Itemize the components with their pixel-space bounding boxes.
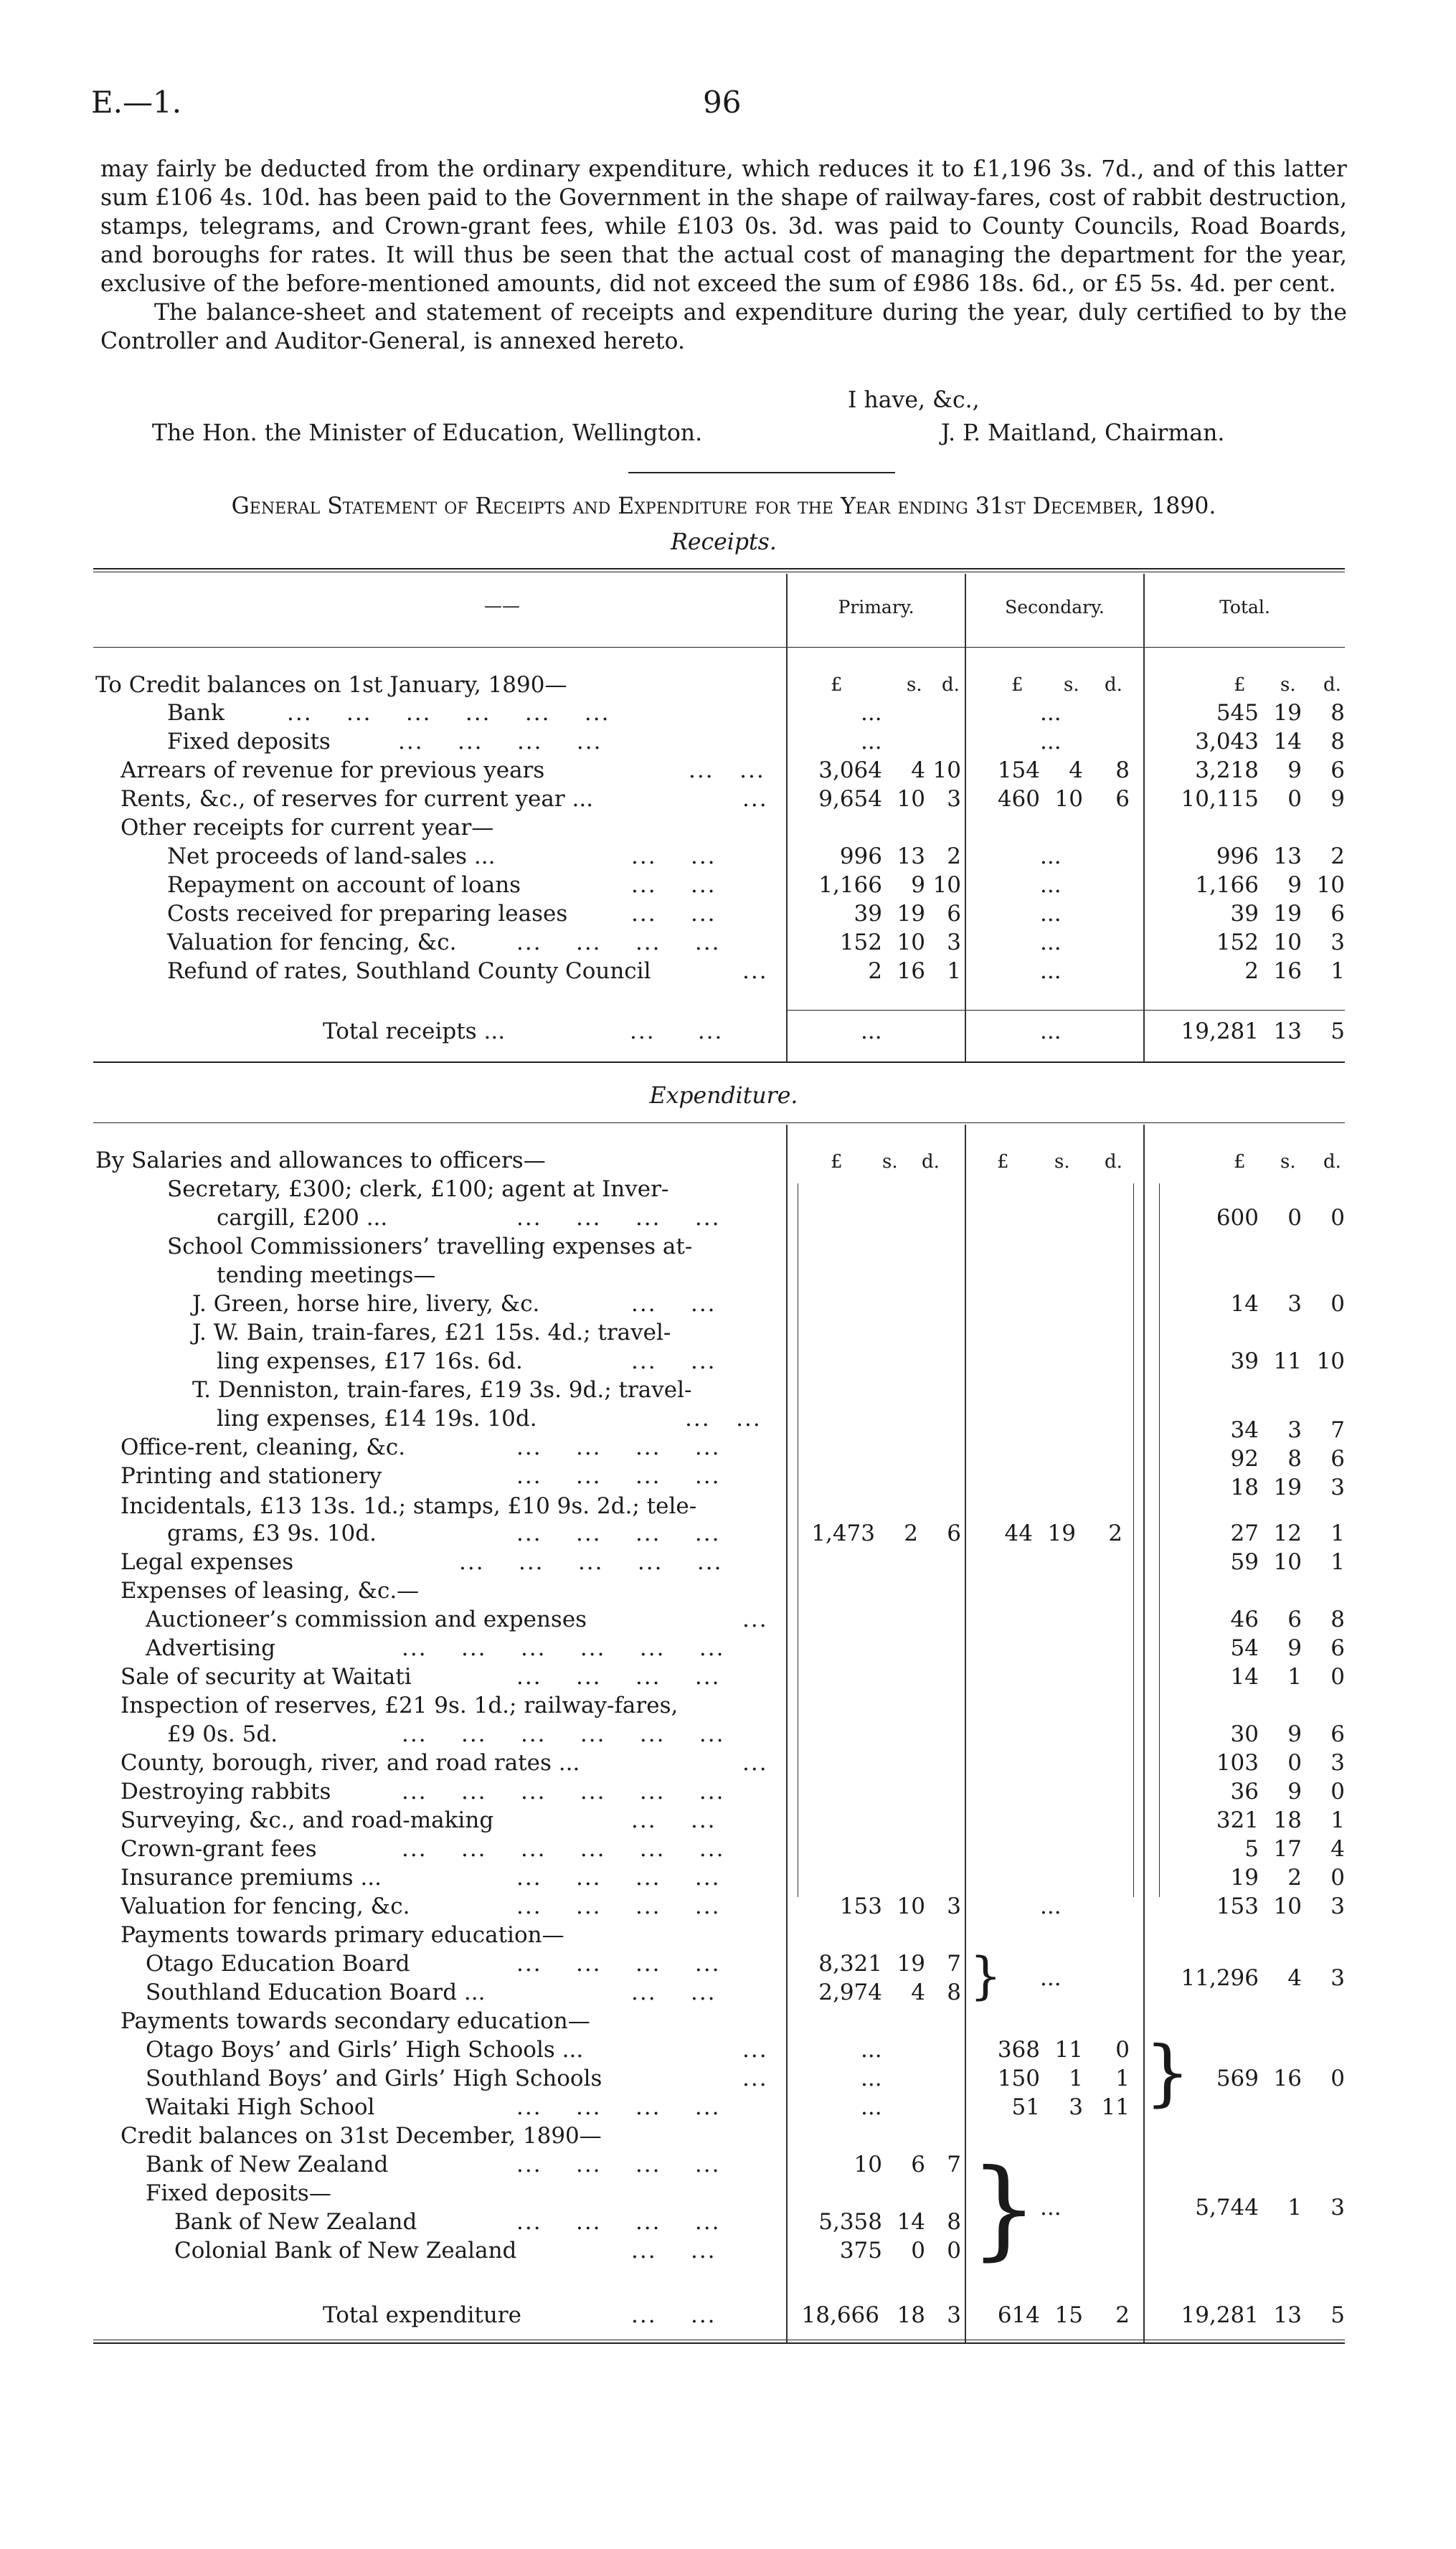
amount-primary: 3,064 4 10: [818, 757, 961, 783]
row-label: Insurance premiums ...: [120, 1865, 382, 1891]
total-expenditure-primary: 18,666 18 3: [801, 2302, 961, 2328]
row-label: Crown-grant fees: [120, 1836, 317, 1862]
row-label: Fixed deposits: [167, 729, 331, 755]
separator-rule: [628, 472, 895, 473]
leader-dots: ... ...: [685, 1406, 762, 1432]
leader-dots: ... ... ... ... ... ...: [402, 1779, 725, 1805]
amount-total: 14 1 0: [1230, 1664, 1345, 1690]
amount-primary: 8,321 19 7: [818, 1951, 961, 1977]
row-label: Arrears of revenue for previous years: [120, 757, 545, 783]
leader-dots: ...: [742, 1750, 768, 1776]
addressee: The Hon. the Minister of Education, Wellington.: [152, 420, 703, 446]
row-label: Colonial Bank of New Zealand: [174, 2238, 517, 2264]
row-label: ling expenses, £17 16s. 6d.: [217, 1348, 523, 1374]
empty-cell: ...: [1040, 901, 1062, 927]
leader-dots: ... ... ... ...: [516, 1951, 721, 1977]
amount-total: 3,218 9 6: [1195, 757, 1345, 783]
unit-pound: £: [831, 1151, 843, 1173]
amount-total: 5,744 1 3: [1195, 2195, 1345, 2221]
empty-cell: ...: [861, 2066, 882, 2091]
amount-primary: 153 10 3: [839, 1893, 961, 1919]
row-label: Otago Boys’ and Girls’ High Schools ...: [146, 2037, 584, 2063]
amount-total: 11,296 4 3: [1181, 1965, 1345, 1991]
sign-off: I have, &c.,: [848, 387, 980, 413]
brace: }: [1145, 2030, 1191, 2114]
row-label: T. Denniston, train-fares, £19 3s. 9d.; travel-: [192, 1377, 692, 1403]
row-label: By Salaries and allowances to officers—: [95, 1148, 546, 1173]
row-label: Other receipts for current year—: [120, 815, 494, 841]
unit-shillings: s.: [1054, 1151, 1070, 1173]
leader-dots: ...: [742, 1607, 768, 1632]
amount-primary: 5,358 14 8: [818, 2209, 961, 2235]
empty-cell: ...: [1040, 958, 1062, 984]
leader-dots: ... ... ... ...: [516, 1521, 721, 1546]
row-label: Secretary, £300; clerk, £100; agent at Inver-: [167, 1176, 669, 1202]
total-receipts-amount: 19,281 13 5: [1181, 1018, 1345, 1044]
row-label: Valuation for fencing, &c.: [167, 930, 457, 955]
leader-dots: ...: [742, 2037, 768, 2063]
unit-pound: £: [1234, 1151, 1246, 1173]
amount-total: 3,043 14 8: [1195, 729, 1345, 755]
leader-dots: ...: [742, 786, 768, 812]
row-label: Bank of New Zealand: [174, 2209, 417, 2235]
row-label: Southland Education Board ...: [146, 1980, 486, 2005]
receipts-header-rule: [93, 647, 1345, 648]
amount-total: 5 17 4: [1244, 1836, 1345, 1862]
leader-dots: ... ... ... ... ... ...: [402, 1635, 725, 1661]
unit-shillings: s.: [907, 674, 922, 696]
unit-pound: £: [1234, 674, 1246, 696]
unit-pence: d.: [1105, 1151, 1122, 1173]
unit-shillings: s.: [1280, 674, 1296, 696]
receipts-dash-header: ——: [484, 595, 520, 616]
leader-dots: ... ... ... ...: [516, 2209, 721, 2235]
total-expenditure-label: Total expenditure: [323, 2302, 521, 2328]
amount-total: 39 11 10: [1230, 1348, 1345, 1374]
row-label: To Credit balances on 1st January, 1890—: [95, 672, 567, 698]
column-total: Total.: [1219, 597, 1270, 618]
row-label: Advertising: [146, 1635, 275, 1661]
amount-total: 2 16 1: [1244, 958, 1345, 984]
amount-total: 569 16 0: [1216, 2066, 1345, 2091]
leader-dots: ... ...: [631, 1348, 717, 1374]
row-label: School Commissioners’ travelling expenses at-: [167, 1234, 693, 1259]
row-label: grams, £3 9s. 10d.: [167, 1521, 377, 1546]
amount-secondary: 51 3 11: [1011, 2094, 1130, 2120]
leader-dots: ... ... ... ... ... ...: [402, 1836, 725, 1862]
intro-paragraph-2: The balance-sheet and statement of receipts and expenditure during the year, duly certified to by the Controller and Auditor-General, is annexed hereto.: [100, 300, 1347, 354]
amount-secondary: 154 4 8: [997, 757, 1130, 783]
empty-cell: ...: [861, 2037, 882, 2063]
receipts-col-rule-1: [786, 574, 788, 1061]
row-label: ling expenses, £14 19s. 10d.: [217, 1406, 537, 1432]
row-label: Destroying rabbits: [120, 1779, 331, 1805]
row-label: Payments towards secondary education—: [120, 2008, 590, 2034]
amount-total: 10,115 0 9: [1181, 786, 1345, 812]
leader-dots: ... ... ... ...: [516, 1463, 721, 1489]
unit-pence: d.: [1323, 674, 1341, 696]
empty-cell: ...: [1040, 2195, 1062, 2221]
unit-shillings: s.: [882, 1151, 898, 1173]
amount-primary: 1,166 9 10: [818, 872, 961, 898]
unit-shillings: s.: [1280, 1151, 1296, 1173]
empty-cell: ...: [1040, 872, 1062, 898]
amount-primary: 10 6 7: [854, 2152, 961, 2177]
leader-dots: ... ... ... ... ... ...: [402, 1721, 725, 1747]
column-secondary: Secondary.: [1005, 597, 1105, 618]
amount-primary: 9,654 10 3: [818, 786, 961, 812]
empty-cell: ...: [1040, 700, 1062, 726]
amount-primary: 375 0 0: [839, 2238, 961, 2264]
leader-dots: ... ... ... ... ... ...: [287, 700, 610, 726]
column-primary: Primary.: [838, 597, 914, 618]
expenditure-col-rule-3: [1143, 1125, 1145, 2342]
leader-dots: ... ... ... ...: [516, 930, 721, 955]
row-label: tending meetings—: [217, 1262, 436, 1288]
leader-dots: ... ... ... ...: [516, 1434, 721, 1460]
row-label: Inspection of reserves, £21 9s. 1d.; railway-fares,: [120, 1693, 679, 1718]
amount-primary: 996 13 2: [839, 843, 961, 869]
receipts-bottom-rule: [93, 1061, 1345, 1063]
total-expenditure-secondary: 614 15 2: [997, 2302, 1130, 2328]
amount-primary: 2,974 4 8: [818, 1980, 961, 2005]
amount-total: 153 10 3: [1216, 1893, 1345, 1919]
intro-text: [100, 155, 1347, 356]
expenditure-col-rule-2: [965, 1125, 966, 2342]
amount-total: 152 10 3: [1216, 930, 1345, 955]
amount-total: 30 9 6: [1230, 1721, 1345, 1747]
row-label: Refund of rates, Southland County Council: [167, 958, 651, 984]
leader-dots: ... ...: [631, 843, 717, 869]
amount-total: 1,166 9 10: [1195, 872, 1345, 898]
row-label: Printing and stationery: [120, 1463, 382, 1489]
leader-dots: ... ...: [689, 757, 765, 783]
receipts-top-rule: [93, 568, 1345, 569]
receipts-col-rule-2: [965, 574, 966, 1061]
amount-total: 545 19 8: [1216, 700, 1345, 726]
amount-secondary-group: 44 19 2: [1004, 1521, 1122, 1546]
leader-dots: ... ...: [631, 2302, 717, 2328]
empty-cell: ...: [861, 700, 882, 726]
unit-pound: £: [1011, 674, 1024, 696]
expenditure-heading: Expenditure.: [649, 1083, 798, 1109]
secondary-bracket: [1133, 1183, 1134, 1897]
leader-dots: ... ...: [631, 901, 717, 927]
brace: }: [970, 1947, 1002, 2005]
leader-dots: ... ...: [631, 1807, 717, 1833]
unit-pence: d.: [1323, 1151, 1341, 1173]
unit-pence: d.: [922, 1151, 940, 1173]
row-label: Costs received for preparing leases: [167, 901, 568, 927]
row-label: Surveying, &c., and road-making: [120, 1807, 494, 1833]
row-label: Payments towards primary education—: [120, 1922, 564, 1948]
unit-pence: d.: [1105, 674, 1122, 696]
row-label: Southland Boys’ and Girls’ High Schools: [146, 2066, 602, 2091]
unit-pound: £: [831, 674, 843, 696]
document-reference: E.—1.: [91, 85, 182, 120]
expenditure-col-rule-1: [786, 1125, 788, 2342]
empty-cell: ...: [861, 729, 882, 755]
row-label: Expenses of leasing, &c.—: [120, 1578, 420, 1604]
row-label: Credit balances on 31st December, 1890—: [120, 2123, 602, 2149]
row-label: J. Green, horse hire, livery, &c.: [192, 1291, 540, 1317]
amount-total: 18 19 3: [1230, 1475, 1345, 1500]
leader-dots: ... ...: [630, 1018, 724, 1044]
amount-total: 600 0 0: [1216, 1205, 1345, 1231]
leader-dots: ... ... ... ...: [516, 1664, 721, 1690]
amount-secondary: 460 10 6: [997, 786, 1130, 812]
receipts-subtotal-rule: [786, 1010, 1345, 1011]
empty-cell: ...: [1040, 1893, 1062, 1919]
row-label: Waitaki High School: [146, 2094, 375, 2120]
empty-cell: ...: [1040, 930, 1062, 955]
row-label: Office-rent, cleaning, &c.: [120, 1434, 406, 1460]
empty-cell: ...: [1040, 843, 1062, 869]
leader-dots: ... ... ... ...: [516, 2152, 721, 2177]
brace: }: [970, 2147, 1039, 2271]
amount-total: 59 10 1: [1230, 1549, 1345, 1575]
leader-dots: ... ...: [631, 1291, 717, 1317]
row-label: Valuation for fencing, &c.: [120, 1893, 410, 1919]
row-label: Fixed deposits—: [146, 2180, 331, 2206]
signatory: J. P. Maitland, Chairman.: [941, 420, 1225, 446]
row-label: Net proceeds of land-sales ...: [167, 843, 496, 869]
amount-secondary: 150 1 1: [997, 2066, 1130, 2091]
empty-cell: ...: [1040, 1018, 1062, 1044]
unit-pence: d.: [942, 674, 960, 696]
amount-total: 54 9 6: [1230, 1635, 1345, 1661]
amount-total: 19 2 0: [1230, 1865, 1345, 1891]
unit-shillings: s.: [1064, 674, 1079, 696]
amount-total: 14 3 0: [1230, 1291, 1345, 1317]
row-label: Otago Education Board: [146, 1951, 410, 1977]
expenditure-top-rule: [93, 1122, 1345, 1123]
amount-total: 36 9 0: [1230, 1779, 1345, 1805]
row-label: County, borough, river, and road rates ...: [120, 1750, 580, 1776]
leader-dots: ... ... ... ...: [398, 729, 602, 755]
unit-pound: £: [997, 1151, 1009, 1173]
leader-dots: ... ... ... ...: [516, 2094, 721, 2120]
row-label: J. W. Bain, train-fares, £21 15s. 4d.; travel-: [192, 1320, 671, 1346]
amount-total: 27 12 1: [1230, 1521, 1345, 1546]
leader-dots: ... ...: [631, 1980, 717, 2005]
amount-total: 103 0 3: [1216, 1750, 1345, 1776]
receipts-col-rule-3: [1143, 574, 1145, 1061]
empty-cell: ...: [1040, 1965, 1062, 1991]
leader-dots: ... ...: [631, 872, 717, 898]
total-expenditure-amount: 19,281 13 5: [1181, 2302, 1345, 2328]
leader-dots: ... ... ... ... ...: [459, 1549, 723, 1575]
row-label: Auctioneer’s commission and expenses: [146, 1607, 587, 1632]
amount-total: 996 13 2: [1216, 843, 1345, 869]
statement-title: General Statement of Receipts and Expenditure for the Year ending 31st December, 1890.: [231, 493, 1216, 519]
leader-dots: ... ... ... ...: [516, 1205, 721, 1231]
amount-total: 39 19 6: [1230, 901, 1345, 927]
row-label: Legal expenses: [120, 1549, 294, 1575]
amount-primary: 2 16 1: [868, 958, 961, 984]
row-label: Bank of New Zealand: [146, 2152, 389, 2177]
row-label: Incidentals, £13 13s. 1d.; stamps, £10 9s. 2d.; tele-: [120, 1493, 697, 1519]
amount-primary-group: 1,473 2 6: [811, 1521, 961, 1546]
empty-cell: ...: [861, 1018, 882, 1044]
leader-dots: ... ...: [631, 2238, 717, 2264]
row-label: £9 0s. 5d.: [167, 1721, 278, 1747]
amount-primary: 39 19 6: [854, 901, 961, 927]
empty-cell: ...: [861, 2094, 882, 2120]
leader-dots: ... ... ... ...: [516, 1865, 721, 1891]
amount-secondary: 368 11 0: [997, 2037, 1130, 2063]
row-label: Sale of security at Waitati: [120, 1664, 412, 1690]
empty-cell: ...: [1040, 729, 1062, 755]
row-label: Repayment on account of loans: [167, 872, 521, 898]
page-number: 96: [703, 85, 742, 120]
leader-dots: ...: [742, 2066, 768, 2091]
amount-total: 92 8 6: [1230, 1446, 1345, 1472]
row-label: Bank: [167, 700, 225, 726]
leader-dots: ...: [742, 958, 768, 984]
amount-total: 321 18 1: [1216, 1807, 1345, 1833]
amount-primary: 152 10 3: [839, 930, 961, 955]
leader-dots: ... ... ... ...: [516, 1893, 721, 1919]
amount-total: 46 6 8: [1230, 1607, 1345, 1632]
amount-total: 34 3 7: [1230, 1417, 1345, 1443]
intro-paragraph-1: may fairly be deducted from the ordinary expenditure, which reduces it to £1,196 3s. 7d., and of this latter sum £106 4s. 10d. has been paid to the Government in the shape of railway-fares, cost of rabbit destruction, stamps, telegrams, and Crown-grant fees, while £103 0s. 3d. was paid to County Councils, Road Boards, and boroughs for rates. It will thus be seen that the actual cost of managing the department for the year, exclusive of the before-mentioned amounts, did not exceed the sum of £986 18s. 6d., or £5 5s. 4d. per cent.: [100, 156, 1347, 297]
row-label: Rents, &c., of reserves for current year ...: [120, 786, 594, 812]
row-label: cargill, £200 ...: [217, 1205, 388, 1231]
receipts-heading: Receipts.: [671, 529, 777, 555]
expenditure-bottom-rule: [93, 2342, 1345, 2344]
total-receipts-label: Total receipts ...: [323, 1018, 506, 1044]
